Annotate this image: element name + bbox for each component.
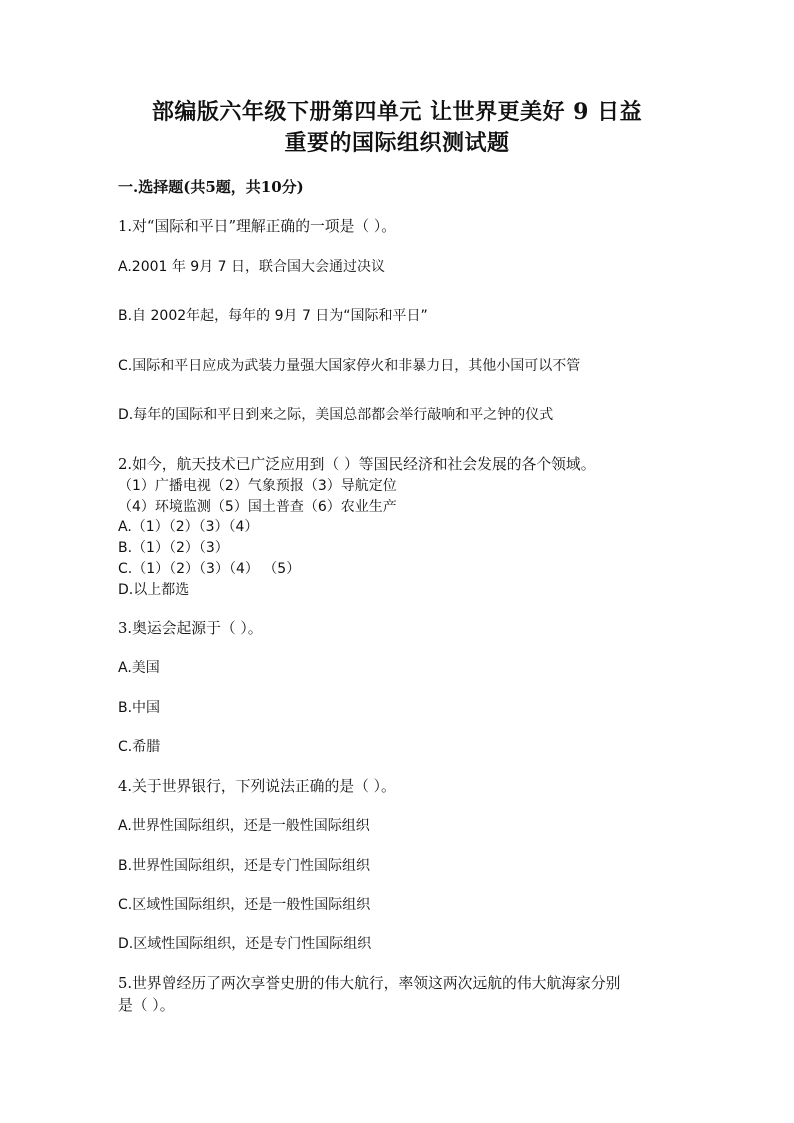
question-1-option-a: A.2001 年 9月 7 日，联合国大会通过决议 [118, 259, 386, 275]
question-1-option-c: C.国际和平日应成为武装力量强大国家停火和非暴力日，其他小国可以不管 [118, 358, 581, 374]
question-4-stem: 4.关于世界银行，下列说法正确的是（ ）。 [118, 778, 396, 795]
question-2-stem: 2.如今，航天技术已广泛应用到（ ）等国民经济和社会发展的各个领域。 [118, 456, 596, 473]
question-5-stem-line-2: 是（ ）。 [118, 997, 175, 1014]
question-3-stem: 3.奥运会起源于（ ）。 [118, 620, 263, 637]
question-4-option-c: C.区域性国际组织，还是一般性国际组织 [118, 897, 371, 913]
question-2-option-b: B.（1）（2）（3） [118, 540, 229, 556]
question-1-stem: 1.对“国际和平日”理解正确的一项是（ ）。 [118, 218, 397, 235]
question-5-stem-line-1: 5.世界曾经历了两次享誉史册的伟大航行，率领这两次远航的伟大航海家分别 [118, 975, 621, 992]
question-4-option-b: B.世界性国际组织，还是专门性国际组织 [118, 858, 371, 874]
question-2-list-line-1: （1）广播电视（2）气象预报（3）导航定位 [118, 478, 397, 494]
document-title-line-2: 重要的国际组织测试题 [284, 130, 510, 156]
question-4-option-d: D.区域性国际组织，还是专门性国际组织 [118, 936, 372, 952]
question-2-option-c: C.（1）（2）（3）（4） （5） [118, 561, 301, 577]
section-heading: 一.选择题(共5题，共10分) [118, 178, 304, 196]
document-title-line-1: 部编版六年级下册第四单元 让世界更美好 9 日益 [151, 99, 643, 125]
question-3-option-a: A.美国 [118, 660, 160, 676]
question-3-option-b: B.中国 [118, 700, 161, 716]
question-4-option-a: A.世界性国际组织，还是一般性国际组织 [118, 818, 370, 834]
question-3-option-c: C.希腊 [118, 739, 161, 755]
question-1-option-d: D.每年的国际和平日到来之际，美国总部都会举行敲响和平之钟的仪式 [118, 407, 554, 423]
question-1-option-b: B.自 2002年起，每年的 9月 7 日为“国际和平日” [118, 308, 428, 324]
question-2-list-line-2: （4）环境监测（5）国土普查（6）农业生产 [118, 499, 397, 515]
question-2-option-a: A.（1）（2）（3）（4） [118, 519, 259, 535]
question-2-option-d: D.以上都选 [118, 582, 190, 598]
